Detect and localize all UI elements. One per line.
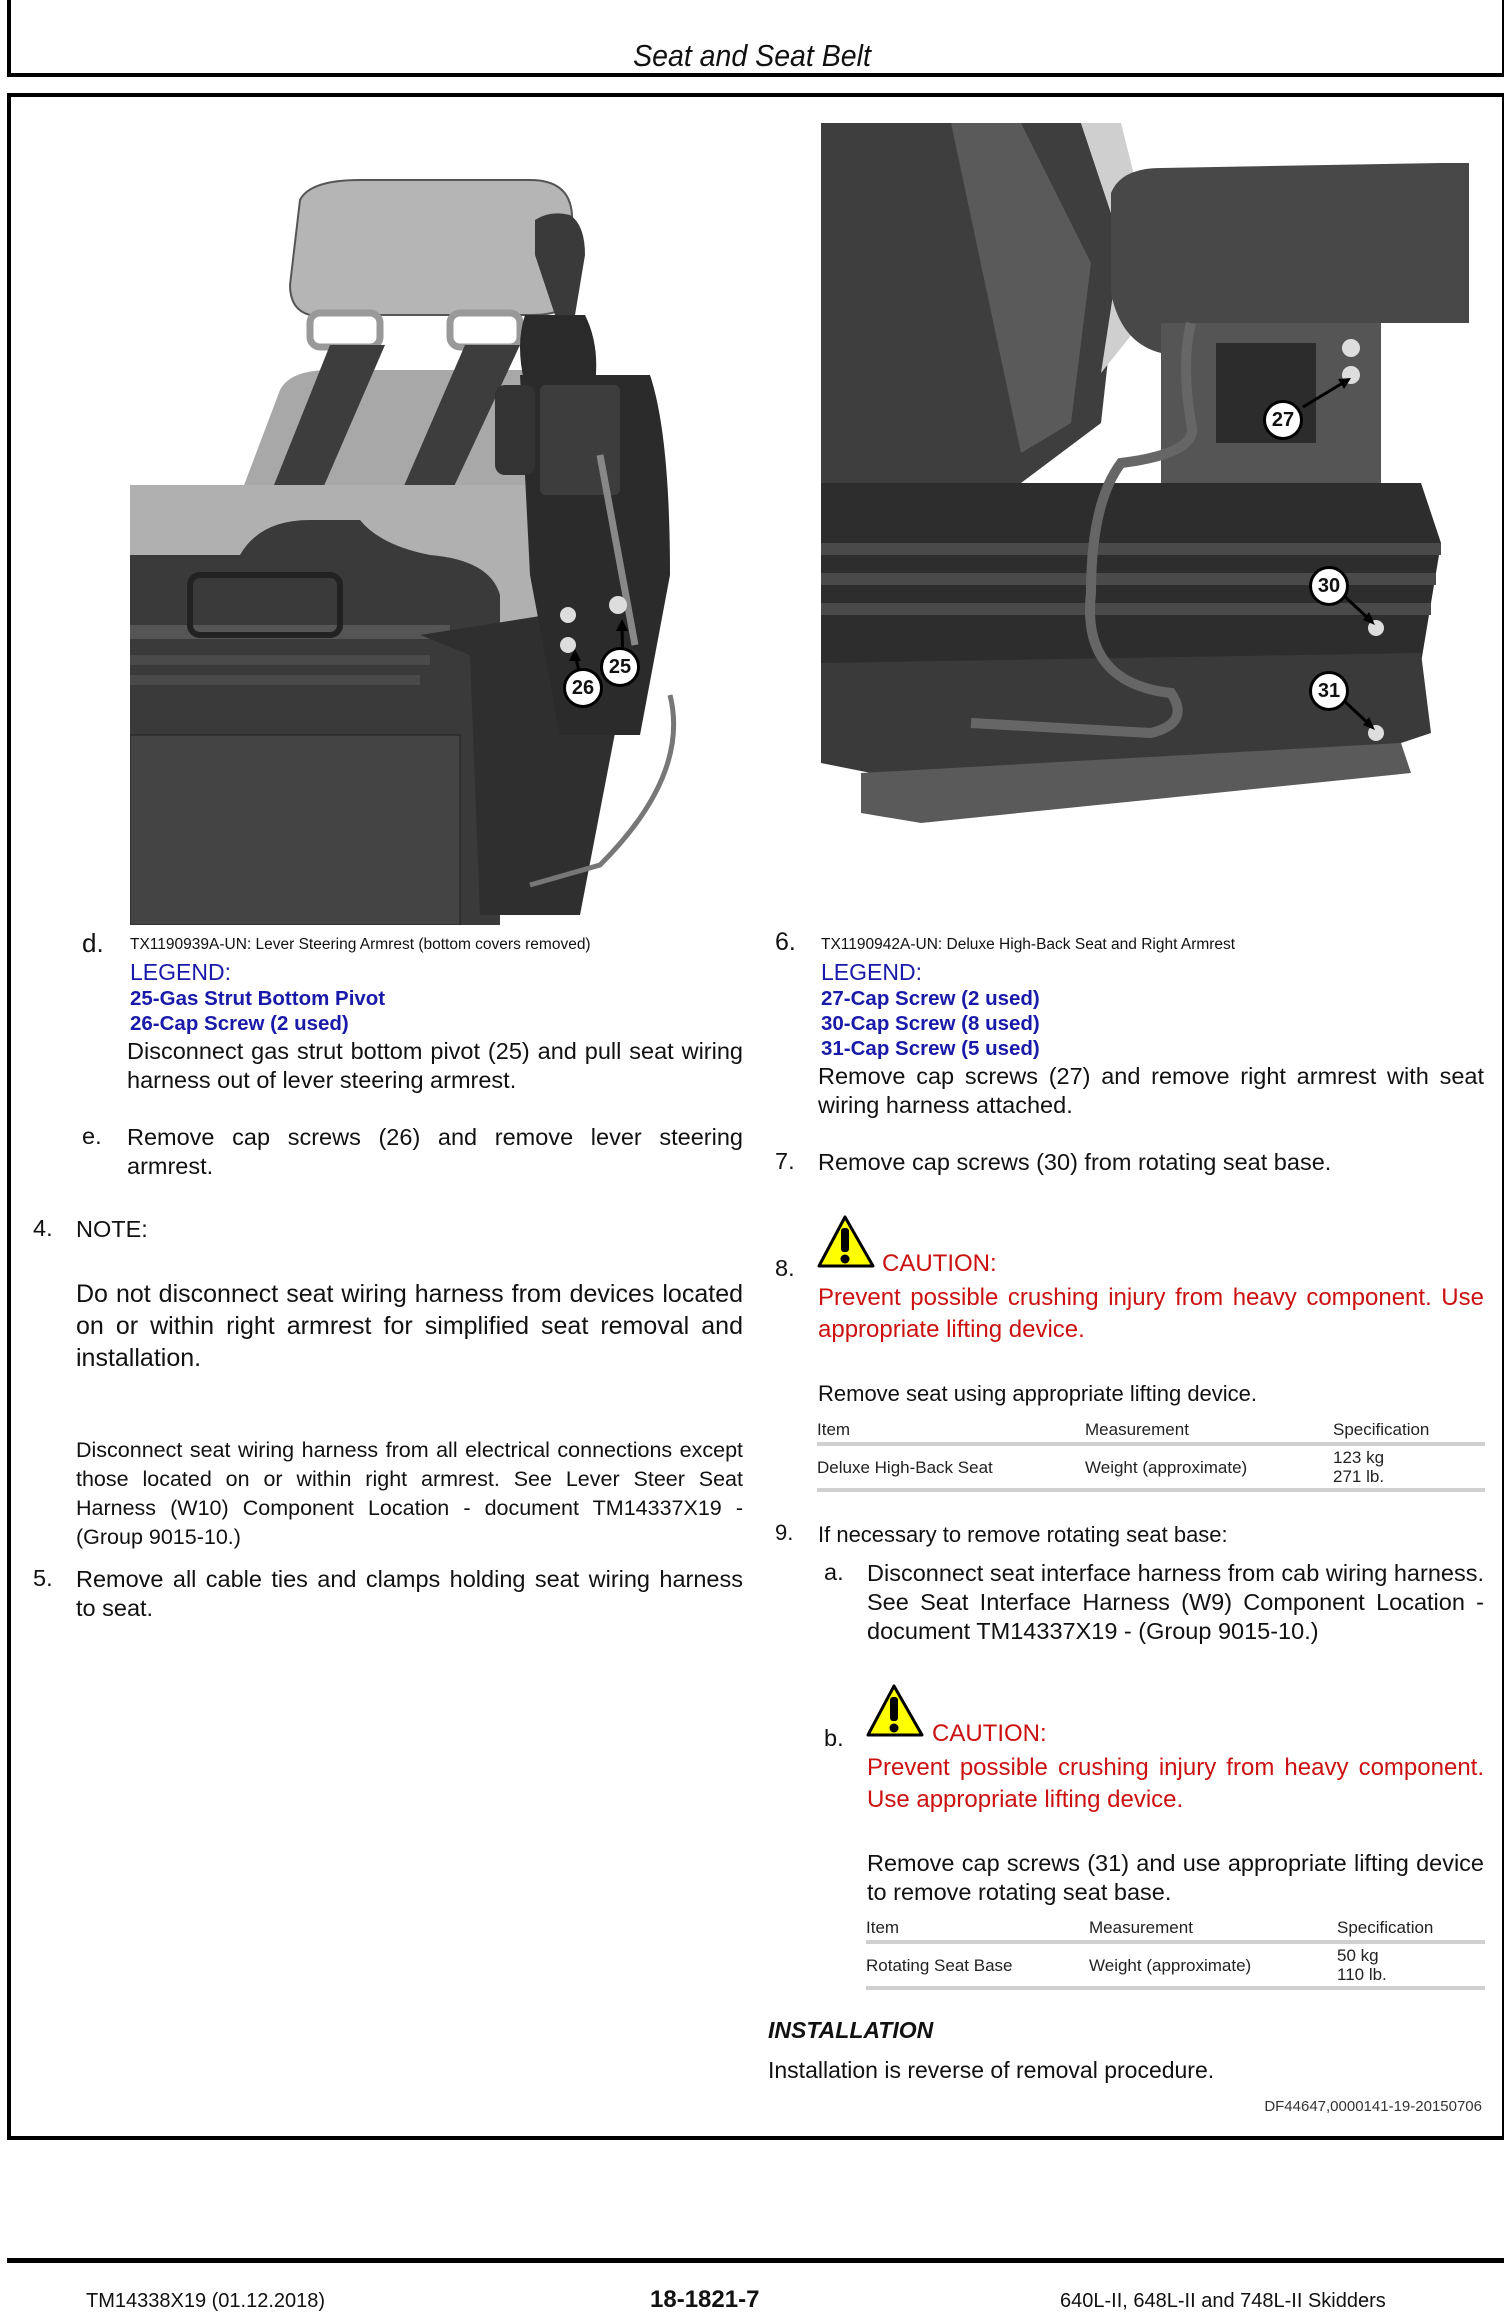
step-4-text: Disconnect seat wiring harness from all electrical connections except those located on or within right armrest. See Lever Steer Seat Harness (W10) Component Location - document TM14337X19 - (Group 9015-10.) xyxy=(76,1438,743,1549)
cell-specification xyxy=(1337,1942,1485,1988)
step-7-text: Remove cap screws (30) from rotating seat base. xyxy=(818,1149,1332,1175)
table-row xyxy=(817,1444,1485,1490)
step-9-text: If necessary to remove rotating seat base: xyxy=(818,1522,1228,1547)
step-d-text: Disconnect gas strut bottom pivot (25) and pull seat wiring harness out of lever steering armrest. xyxy=(127,1038,743,1093)
caution-label-8: CAUTION: xyxy=(882,1250,997,1277)
col-specification: Specification xyxy=(1333,1420,1485,1444)
step-e-label: e. xyxy=(82,1123,102,1149)
legend-item-30: 30-Cap Screw (8 used) xyxy=(821,1012,1040,1035)
step-8-text: Remove seat using appropriate lifting device. xyxy=(818,1381,1258,1406)
footer-model-names: 640L-II, 648L-II and 748L-II Skidders xyxy=(1060,2290,1386,2312)
spec-table-header xyxy=(817,1420,1485,1444)
spec-table-header xyxy=(866,1918,1485,1942)
step-7-number: 7. xyxy=(775,1148,795,1174)
figure-deluxe-high-back-seat xyxy=(821,123,1469,875)
legend-title-left: LEGEND: xyxy=(130,959,231,985)
cell-specification xyxy=(1333,1444,1485,1490)
callout-27: 27 xyxy=(1263,400,1303,440)
figure-lever-steering-armrest xyxy=(130,175,760,925)
callout-31: 31 xyxy=(1309,671,1349,711)
caution-warning-icon-b xyxy=(866,1683,926,1739)
legend-title-right: LEGEND: xyxy=(821,959,922,985)
spec-table-seat-base xyxy=(866,1918,1485,1990)
callout-26: 26 xyxy=(563,668,603,708)
callout-25: 25 xyxy=(600,647,640,687)
cell-measurement: Weight (approximate) xyxy=(1089,1942,1337,1988)
step-5-number: 5. xyxy=(33,1565,53,1591)
col-measurement: Measurement xyxy=(1089,1918,1337,1942)
step-9b-label: b. xyxy=(824,1725,844,1751)
installation-text: Installation is reverse of removal procedure. xyxy=(768,2057,1215,2083)
legend-item-26: 26-Cap Screw (2 used) xyxy=(130,1012,349,1035)
spec-table-seat xyxy=(817,1420,1485,1492)
seat-armrest-illustration xyxy=(130,175,760,925)
step-9a-text: Disconnect seat interface harness from cab wiring harness. See Seat Interface Harness (W9) Component Location - document TM14337X19 - (Group 9015-10.) xyxy=(867,1560,1484,1644)
callout-30: 30 xyxy=(1309,566,1349,606)
step-e-text: Remove cap screws (26) and remove lever steering armrest. xyxy=(127,1124,743,1179)
note-text: Do not disconnect seat wiring harness from devices located on or within right armrest for simplified seat removal and installation. xyxy=(76,1280,743,1372)
document-id: DF44647,0000141-19-20150706 xyxy=(1264,2098,1482,2115)
caution-text-9b: Prevent possible crushing injury from heavy component. Use appropriate lifting device. xyxy=(867,1754,1484,1813)
spec-metric: 50 kg xyxy=(1337,1946,1379,1965)
step-5-text: Remove all cable ties and clamps holding seat wiring harness to seat. xyxy=(76,1566,743,1621)
step-9a-label: a. xyxy=(824,1559,844,1585)
spec-metric: 123 kg xyxy=(1333,1448,1385,1467)
cell-item: Deluxe High-Back Seat xyxy=(817,1444,1085,1490)
note-label: NOTE: xyxy=(76,1216,148,1242)
step-9b-text: Remove cap screws (31) and use appropriate lifting device to remove rotating seat base. xyxy=(867,1850,1484,1905)
spec-imperial: 271 lb. xyxy=(1333,1467,1385,1486)
figure-caption-right: TX1190942A-UN: Deluxe High-Back Seat and Right Armrest xyxy=(821,936,1236,953)
step-d-label: d. xyxy=(82,928,104,958)
page-title: Seat and Seat Belt xyxy=(633,38,871,73)
step-9-number: 9. xyxy=(775,1520,794,1545)
step-4-number: 4. xyxy=(33,1215,53,1241)
col-measurement: Measurement xyxy=(1085,1420,1333,1444)
legend-item-31: 31-Cap Screw (5 used) xyxy=(821,1037,1040,1060)
col-item: Item xyxy=(866,1918,1089,1942)
footer-manual-id: TM14338X19 (01.12.2018) xyxy=(86,2290,326,2312)
cell-item: Rotating Seat Base xyxy=(866,1942,1089,1988)
legend-item-27: 27-Cap Screw (2 used) xyxy=(821,987,1040,1010)
legend-item-25: 25-Gas Strut Bottom Pivot xyxy=(130,987,386,1010)
cell-measurement: Weight (approximate) xyxy=(1085,1444,1333,1490)
footer-divider xyxy=(7,2258,1504,2263)
col-specification: Specification xyxy=(1337,1918,1485,1942)
figure-caption-left: TX1190939A-UN: Lever Steering Armrest (bottom covers removed) xyxy=(130,936,591,953)
caution-text-8: Prevent possible crushing injury from heavy component. Use appropriate lifting device. xyxy=(818,1284,1484,1343)
caution-warning-icon xyxy=(817,1214,877,1270)
seat-base-illustration xyxy=(821,123,1469,875)
step-8-number: 8. xyxy=(775,1255,795,1281)
caution-label-9b: CAUTION: xyxy=(932,1720,1047,1747)
footer-page-number: 18-1821-7 xyxy=(650,2286,760,2313)
step-6-text: Remove cap screws (27) and remove right armrest with seat wiring harness attached. xyxy=(818,1063,1484,1118)
col-item: Item xyxy=(817,1420,1085,1444)
table-row xyxy=(866,1942,1485,1988)
spec-imperial: 110 lb. xyxy=(1337,1965,1387,1984)
installation-heading: INSTALLATION xyxy=(768,2017,934,2043)
step-6-number: 6. xyxy=(775,928,796,956)
